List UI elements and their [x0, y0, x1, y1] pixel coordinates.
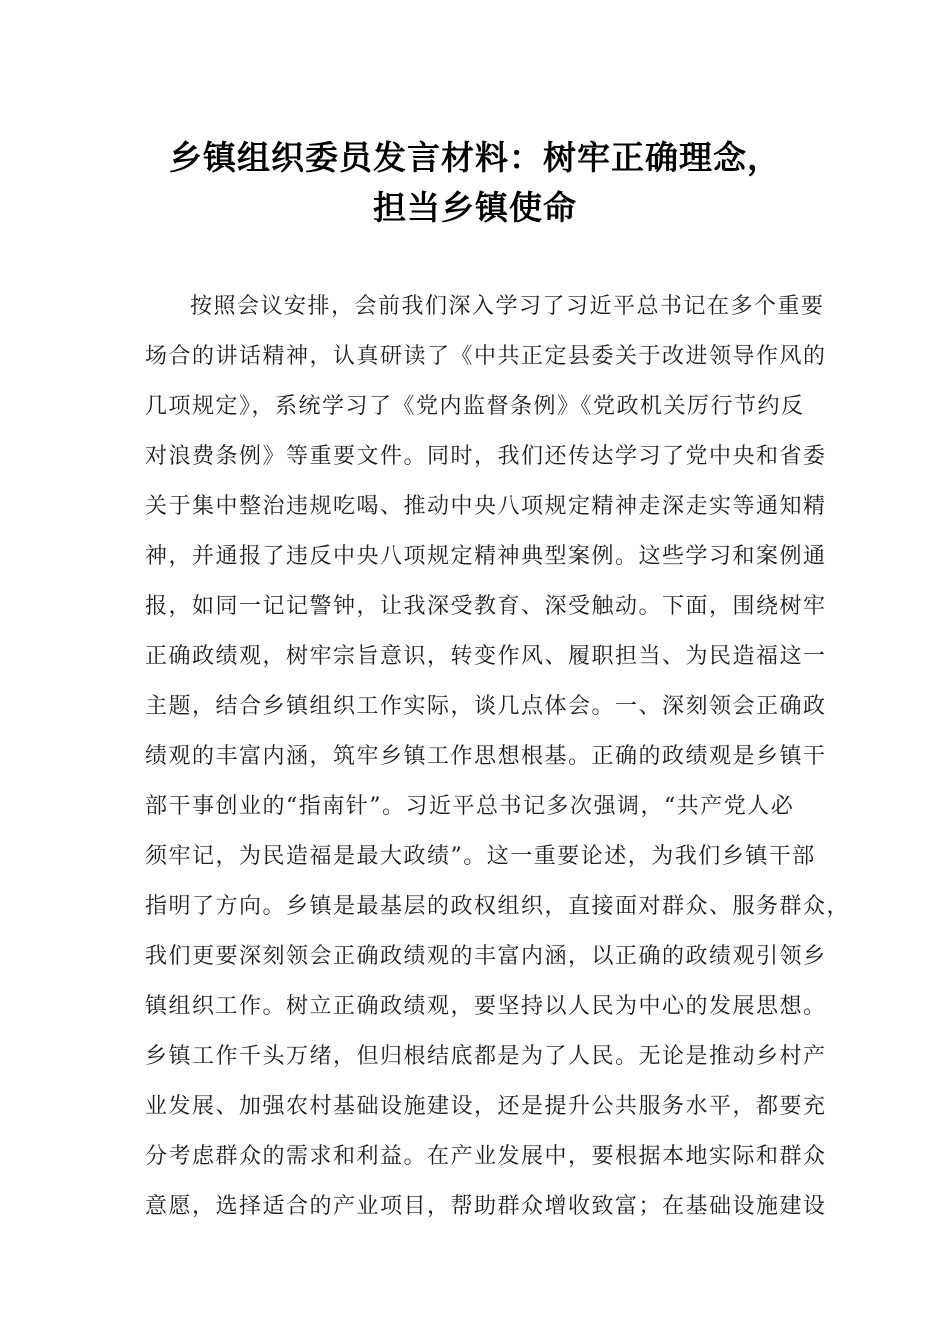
- body-line: 指明了方向。乡镇是最基层的政权组织，直接面对群众、服务群众，: [145, 894, 851, 919]
- body-line: 对浪费条例》等重要文件。同时，我们还传达学习了党中央和省委: [145, 444, 827, 469]
- body-line: 按照会议安排，会前我们深入学习了习近平总书记在多个重要: [190, 294, 825, 319]
- body-line: 意愿，选择适合的产业项目，帮助群众增收致富；在基础设施建设: [145, 1194, 827, 1219]
- body-line: 几项规定》，系统学习了《党内监督条例》《党政机关厉行节约反: [145, 394, 805, 419]
- body-line: 场合的讲话精神，认真研读了《中共正定县委关于改进领导作风的: [145, 344, 827, 369]
- body-line: 镇组织工作。树立正确政绩观，要坚持以人民为中心的发展思想。: [145, 994, 827, 1019]
- body-line: 正确政绩观，树牢宗旨意识，转变作风、履职担当、为民造福这一: [145, 644, 827, 669]
- body-line: 须牢记，为民造福是最大政绩”。这一重要论述，为我们乡镇干部: [145, 844, 816, 869]
- body-line: 关于集中整治违规吃喝、推动中央八项规定精神走深走实等通知精: [145, 494, 827, 519]
- body-line: 报，如同一记记警钟，让我深受教育、深受触动。下面，围绕树牢: [145, 594, 827, 619]
- body-line: 分考虑群众的需求和利益。在产业发展中，要根据本地实际和群众: [145, 1144, 827, 1169]
- body-line: 主题，结合乡镇组织工作实际，谈几点体会。一、深刻领会正确政: [145, 694, 827, 719]
- body-line: 神，并通报了违反中央八项规定精神典型案例。这些学习和案例通: [145, 544, 827, 569]
- body-line: 乡镇工作千头万绪，但归根结底都是为了人民。无论是推动乡村产: [145, 1044, 827, 1069]
- body-line: 业发展、加强农村基础设施建设，还是提升公共服务水平，都要充: [145, 1094, 827, 1119]
- body-line: 我们更要深刻领会正确政绩观的丰富内涵，以正确的政绩观引领乡: [145, 944, 827, 969]
- body-line: 绩观的丰富内涵，筑牢乡镇工作思想根基。正确的政绩观是乡镇干: [145, 744, 827, 769]
- body-line: 部干事创业的“指南针”。习近平总书记多次强调，“共产党人必: [145, 794, 795, 819]
- document-title-line-1: 乡镇组织委员发言材料：树牢正确理念，: [169, 138, 781, 177]
- document-title-line-2: 担当乡镇使命: [373, 188, 577, 227]
